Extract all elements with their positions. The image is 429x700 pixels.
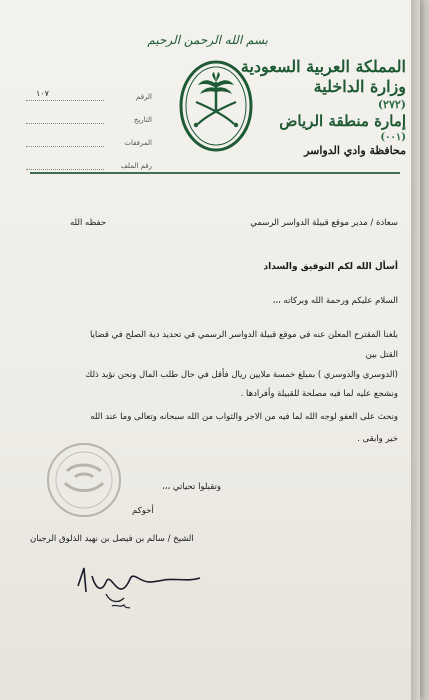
seal-stamp-icon (45, 441, 123, 519)
paragraph1-line1: بلغنا المقترح المعلن عنه في موقع قبيلة الدواسر الرسمي في تحديد دية الصلح في قضايا (89, 330, 398, 340)
ministry-code: (٢٧٢) (377, 97, 406, 111)
letter-meta (26, 78, 152, 170)
governorate-name: محافظة وادي الدواسر (304, 144, 406, 158)
date-value (26, 111, 104, 124)
paragraph2-line1: ونحث على العفو لوجه الله لما فيه من الاجر والثواب من الله سبحانه وتعالى وما عند الله (90, 412, 398, 422)
attachments-value (26, 134, 104, 147)
region-name: إمارة منطقة الرياض (279, 112, 406, 131)
file-value (26, 157, 104, 170)
greeting-heading: أسأل الله لكم التوفيق والسداد (263, 262, 398, 272)
number-label: الرقم (136, 93, 152, 101)
paragraph1-line4: ونشجع عليه لما فيه مصلحة للقبيلة وأفرادها . (240, 389, 398, 399)
attachments-label: المرفقات (124, 139, 152, 147)
meta-number-row (26, 78, 152, 101)
honorific: حفظه الله (70, 218, 107, 228)
paragraph2-line2: خير وابقى . (357, 434, 398, 444)
ministry-name: وزارة الداخلية (313, 77, 406, 97)
basmala-calligraphy: بسم الله الرحمن الرحيم (147, 33, 268, 47)
paragraph1-line3: (الدوسري والدوسري ) بمبلغ خمسة ملايين ريال فأقل في حال طلب المال ونحن نؤيد ذلك (85, 370, 398, 380)
sign-off: أخوكم (132, 506, 154, 516)
date-label: التاريخ (133, 116, 152, 124)
closing-line: وتقبلوا تحياتي ،،، (162, 482, 221, 492)
paragraph1-line2: القتل بين (365, 350, 398, 360)
letterhead-right (240, 57, 406, 158)
file-label: رقم الملف (120, 162, 152, 170)
region-code: (٠٠١) (380, 131, 406, 143)
page-edge (411, 0, 420, 700)
meta-attachments-row (26, 124, 152, 147)
salam-line: السلام عليكم ورحمة الله وبركاته ،،، (272, 296, 398, 306)
sender-name: الشيخ / سالم بن فيصل بن نهيد الذلوق الرجبان (30, 534, 194, 544)
meta-date-row (26, 101, 152, 124)
number-value: ١٠٧ (26, 88, 104, 101)
addressee: سعادة / مدير موقع قبيلة الدواسر الرسمي (250, 218, 398, 228)
meta-file-row (26, 147, 152, 170)
country-name: المملكة العربية السعودية (240, 57, 406, 76)
letterhead-divider (30, 172, 400, 174)
handwritten-signature (66, 558, 216, 614)
